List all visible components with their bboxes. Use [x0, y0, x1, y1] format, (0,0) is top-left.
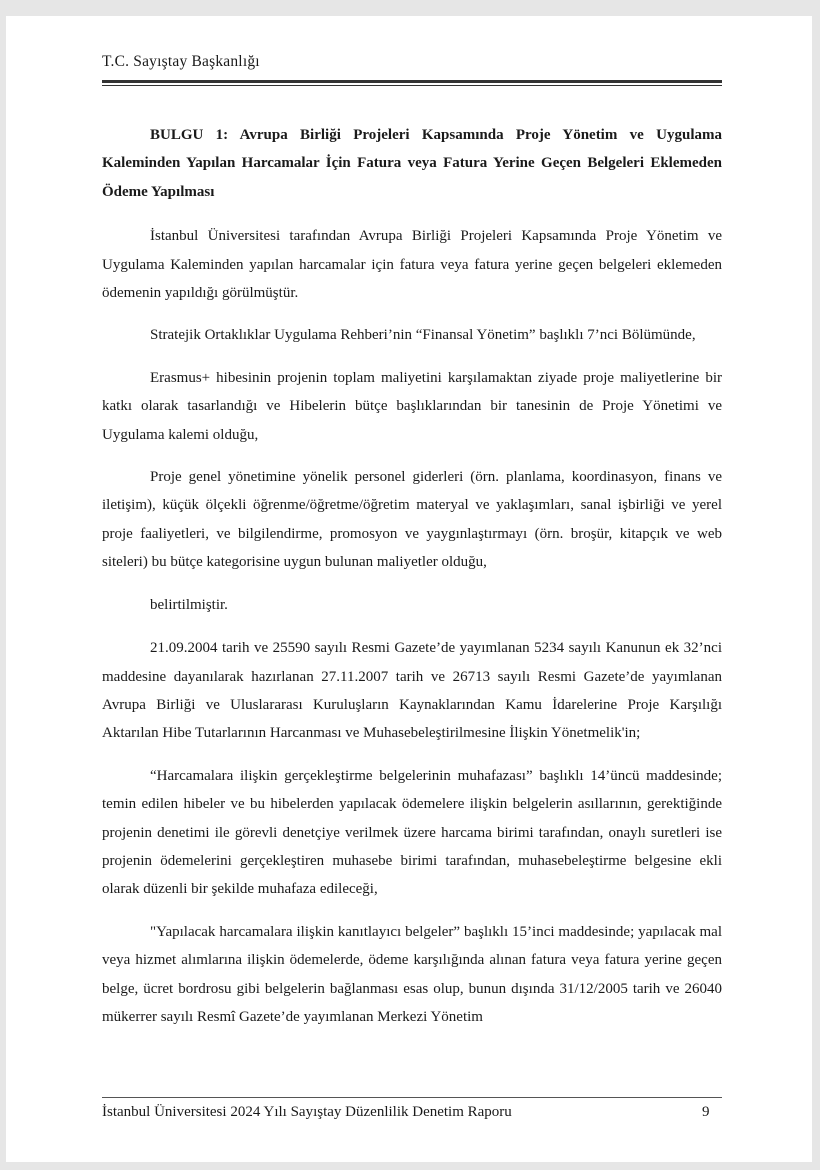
- header-rule-thick: [102, 80, 722, 83]
- paragraph: “Harcamalara ilişkin gerçekleştirme belgelerinin muhafazası” başlıklı 14’üncü maddesinde; temin edilen hibeler ve bu hibelerden yapılacak ödemelere ilişkin belgelerin asıllarının, gerektiğinde projenin denetimi ile görevli denetçiye verilmek üzere harcama birimi tarafından, onaylı suretleri ise projenin ödemelerini gerçekleştiren muhasebe birimi tarafından, muhasebeleştirme belgesine ekli olarak düzenli bir şekilde muhafaza edileceği,: [102, 767, 722, 898]
- footer-report-title: İstanbul Üniversitesi 2024 Yılı Sayıştay Düzenlilik Denetim Raporu: [102, 1104, 512, 1120]
- paragraph: 21.09.2004 tarih ve 25590 sayılı Resmi Gazete’de yayımlanan 5234 sayılı Kanunun ek 32’nci maddesine dayanılarak hazırlanan 27.11.2007 tarih ve 26713 sayılı Resmi Gazete’de yayımlanan Avrupa Birliği ve Uluslararası Kuruluşların Kaynaklarından Kamu İdarelerine Proje Karşılığı Aktarılan Hibe Tutarlarının Harcanması ve Muhasebeleştirilmesine İlişkin Yönetmelik'in;: [102, 640, 722, 742]
- paragraph: "Yapılacak harcamalara ilişkin kanıtlayıcı belgeler” başlıklı 15’inci maddesinde; yapılacak mal veya hizmet alımlarına ilişkin ödemelerde, ödeme karşılığında alınan fatura veya fatura yerine geçen belge, ücret bordrosu gibi belgelerin bağlanması esas olup, bunun dışında 31/12/2005 tarih ve 26040 mükerrer sayılı Resmî Gazete’de yayımlanan Merkezi Yönetim: [102, 923, 722, 1025]
- page-header-title: T.C. Sayıştay Başkanlığı: [102, 53, 260, 70]
- document-body: [102, 121, 722, 1045]
- paragraph: Proje genel yönetimine yönelik personel giderleri (örn. planlama, koordinasyon, finans ve iletişim), küçük ölçekli öğrenme/öğretme/öğretim materyal ve yaklaşımları, sanal işbirliği ve yerel proje faaliyetleri, ve bilgilendirme, promosyon ve yaygınlaştırmayı (örn. broşür, kitapçık ve web siteleri) bu bütçe kategorisine uygun bulunan maliyetler olduğu,: [102, 469, 722, 571]
- paragraph: Erasmus+ hibesinin projenin toplam maliyetini karşılamaktan ziyade proje maliyetlerine bir katkı olarak tasarlandığı ve Hibelerin bütçe başlıklarından bir tanesinin de Proje Yönetimi ve Uygulama kalemi olduğu,: [102, 369, 722, 443]
- paragraph: Stratejik Ortaklıklar Uygulama Rehberi’nin “Finansal Yönetim” başlıklı 7’nci Bölümünde,: [150, 327, 696, 344]
- paragraph: İstanbul Üniversitesi tarafından Avrupa Birliği Projeleri Kapsamında Proje Yönetim ve Uygulama Kaleminden yapılan harcamalar için fatura veya fatura yerine geçen belgeleri eklemeden ödemenin yapıldığı görülmüştür.: [102, 228, 722, 302]
- finding-heading: BULGU 1: Avrupa Birliği Projeleri Kapsamında Proje Yönetim ve Uygulama Kaleminden Yapılan Harcamalar İçin Fatura veya Fatura Yerine Geçen Belgeleri Eklemeden Ödeme Yapılması: [102, 127, 722, 200]
- header-rule-thin: [102, 85, 722, 86]
- page-number: 9: [702, 1104, 710, 1120]
- paragraph: belirtilmiştir.: [150, 596, 228, 613]
- footer-rule: [102, 1097, 722, 1098]
- document-page: [6, 16, 812, 1162]
